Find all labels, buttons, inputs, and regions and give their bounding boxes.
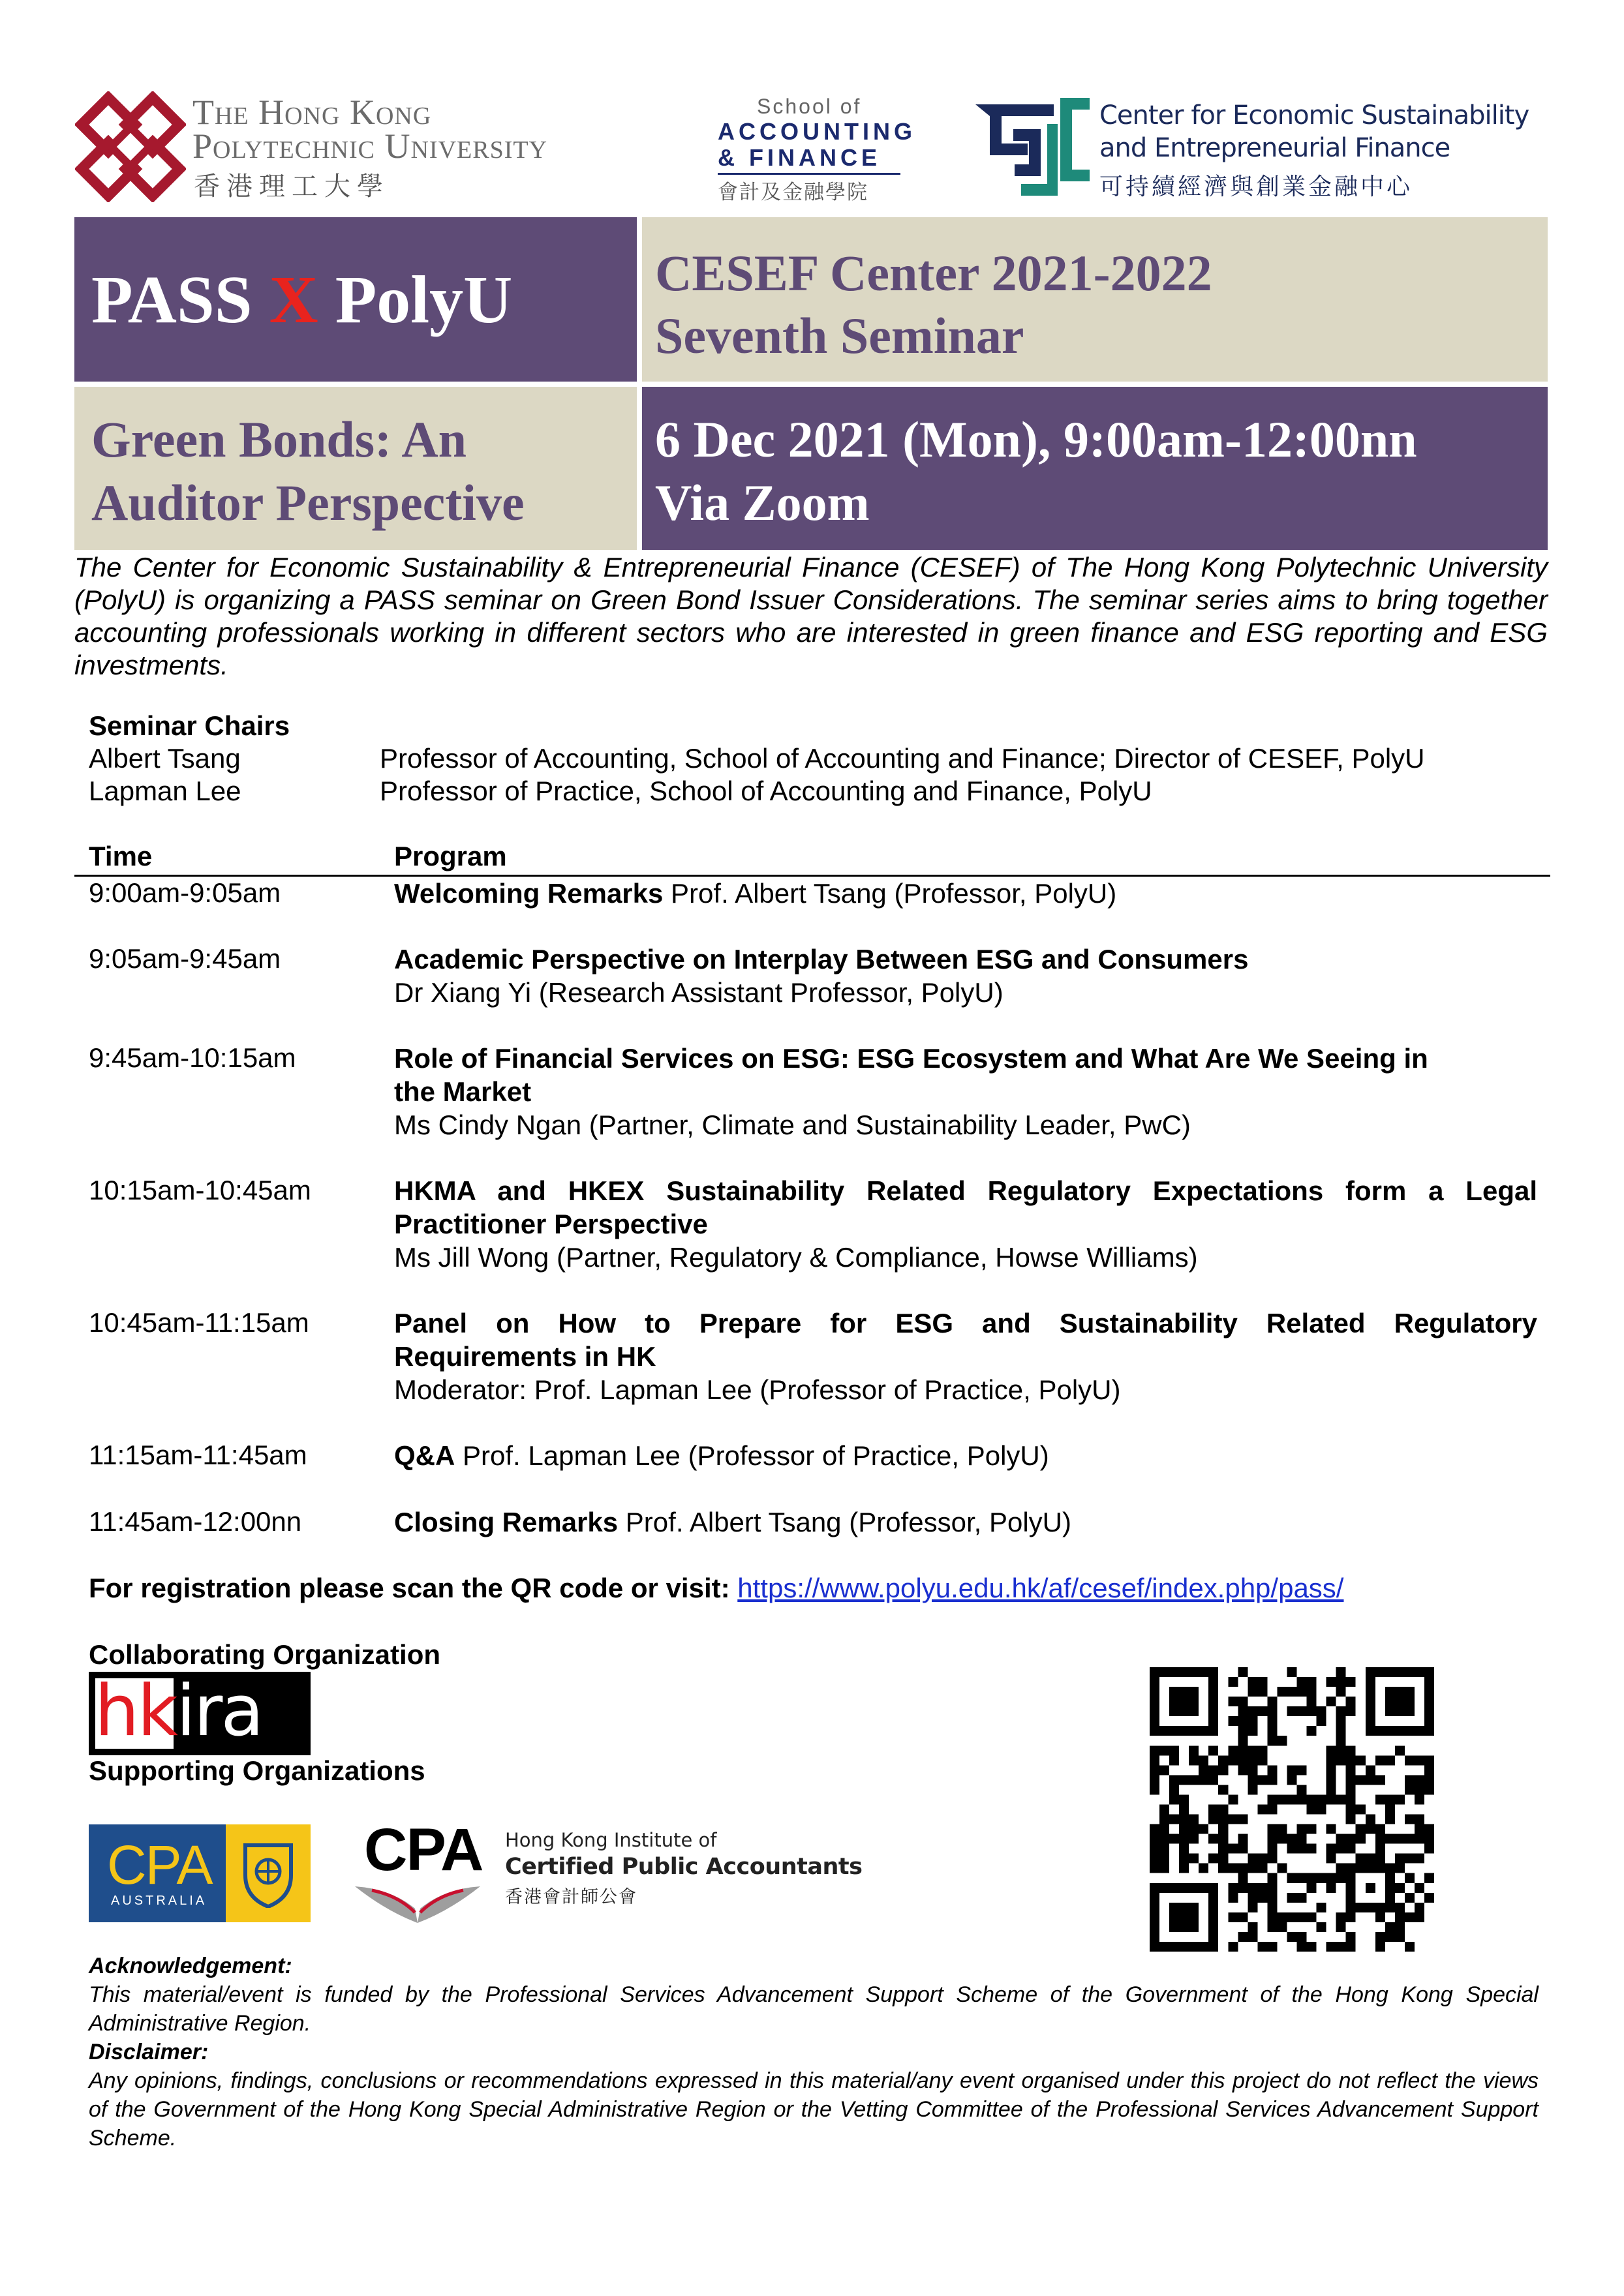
polyu-name-cn: 香港理工大學 xyxy=(194,172,390,202)
venue: Via Zoom xyxy=(655,474,870,531)
cesef-name-line1: Center for Economic Sustainability xyxy=(1099,100,1529,130)
row-title: Academic Perspective on Interplay Between ESG and Consumers xyxy=(394,944,1249,974)
row-speaker: Ms Jill Wong (Partner, Regulatory & Compliance, Howse Williams) xyxy=(394,1242,1198,1273)
center-seminar-banner xyxy=(642,217,1548,382)
pass-polyu-banner xyxy=(74,217,637,382)
row-title-cont: Practitioner Perspective xyxy=(394,1209,708,1239)
registration-label: For registration please scan the QR code or visit: xyxy=(89,1573,738,1603)
registration-line xyxy=(89,1572,1343,1605)
row-title: Closing Remarks xyxy=(394,1507,619,1537)
polyu-name-line1: The Hong Kong xyxy=(192,93,432,132)
row-speaker: Prof. Lapman Lee (Professor of Practice, PolyU) xyxy=(455,1440,1049,1471)
row-time: 9:00am-9:05am xyxy=(89,877,281,908)
row-speaker: Moderator: Prof. Lapman Lee (Professor of Practice, PolyU) xyxy=(394,1374,1121,1405)
row-speaker: Prof. Albert Tsang (Professor, PolyU) xyxy=(618,1507,1071,1537)
row-title: Role of Financial Services on ESG: ESG Ecosystem and What Are We Seeing in xyxy=(394,1043,1428,1074)
chair-title: Professor of Accounting, School of Accounting and Finance; Director of CESEF, PolyU xyxy=(380,743,1425,774)
hkicpa-line2: Certified Public Accountants xyxy=(505,1854,863,1880)
topic-line2: Auditor Perspective xyxy=(91,474,525,531)
table-row xyxy=(394,877,1116,910)
row-title: HKMA and HKEX Sustainability Related Regulatory Expectations form a Legal xyxy=(394,1175,1537,1206)
acknowledgement-heading: Acknowledgement: xyxy=(89,1954,292,1978)
table-row xyxy=(394,1439,1049,1472)
qr-code-icon[interactable] xyxy=(1150,1667,1434,1952)
table-row xyxy=(394,1505,1071,1539)
hkicpa-cn: 香港會計師公會 xyxy=(505,1887,637,1907)
topic-banner xyxy=(74,387,637,550)
col-program-header: Program xyxy=(394,841,507,871)
seminar-number: Seventh Seminar xyxy=(655,307,1024,364)
disclaimer-text: Any opinions, findings, conclusions or recommendations expressed in this material/any event organised under this project do not reflect the views of the Government of the Hong Kong Special Administrative Region or the Vetting Committee of the Professional Services Advancement Support Scheme. xyxy=(89,2068,1539,2151)
pass-x: X xyxy=(269,262,318,337)
row-speaker: Dr Xiang Yi (Research Assistant Professor, PolyU) xyxy=(394,977,1004,1008)
hkicpa-logo xyxy=(352,1817,874,1931)
row-time: 11:45am-12:00nn xyxy=(89,1506,302,1537)
registration-link[interactable]: https://www.polyu.edu.hk/af/cesef/index.php/pass/ xyxy=(737,1573,1344,1603)
acknowledgement-text: This material/event is funded by the Professional Services Advancement Support Scheme of the Government of the Hong Kong Special Administrative Region. xyxy=(89,1982,1539,2036)
chair-name: Albert Tsang xyxy=(89,743,241,774)
cesef-logo xyxy=(975,98,1563,202)
row-time: 9:45am-10:15am xyxy=(89,1042,296,1073)
row-title: Q&A xyxy=(394,1440,455,1471)
row-time: 11:15am-11:45am xyxy=(89,1440,307,1470)
row-speaker: Ms Cindy Ngan (Partner, Climate and Sustainability Leader, PwC) xyxy=(394,1110,1191,1140)
saf-line3: & FINANCE xyxy=(718,144,881,171)
polyu-text: PolyU xyxy=(318,262,513,337)
topic-line1: Green Bonds: An xyxy=(91,411,467,468)
row-title-cont: the Market xyxy=(394,1076,532,1107)
row-time: 10:15am-10:45am xyxy=(89,1175,311,1205)
chairs-heading: Seminar Chairs xyxy=(89,710,290,741)
saf-cn: 會計及金融學院 xyxy=(718,181,868,204)
hkira-logo: hkira xyxy=(89,1672,311,1755)
intro-paragraph: The Center for Economic Sustainability & Entrepreneurial Finance (CESEF) of The Hong Kong Polytechnic University (PolyU) is organizing a PASS seminar on Green Bond Issuer Considerations. The seminar series aims to bring together accounting professionals working in different sectors who are interested in green finance and ESG reporting and ESG investments. xyxy=(74,552,1548,680)
chair-name: Lapman Lee xyxy=(89,776,241,806)
date-banner xyxy=(642,387,1548,550)
row-title-cont: Requirements in HK xyxy=(394,1341,656,1372)
pass-text: PASS xyxy=(91,262,269,337)
cpa-au-sub: AUSTRALIA xyxy=(111,1894,207,1908)
row-speaker: Prof. Albert Tsang (Professor, PolyU) xyxy=(663,878,1117,909)
saf-logo xyxy=(718,95,916,205)
saf-line1: School of xyxy=(757,95,862,118)
hkicpa-logo-text: CPA xyxy=(364,1817,483,1883)
polyu-logo-icon xyxy=(75,91,186,202)
cesef-logo-icon xyxy=(975,98,1093,196)
center-title: CESEF Center 2021-2022 xyxy=(655,245,1212,301)
col-time-header: Time xyxy=(89,841,153,871)
disclaimer-heading: Disclaimer: xyxy=(89,2040,209,2064)
row-title: Panel on How to Prepare for ESG and Sustainability Related Regulatory xyxy=(394,1308,1537,1338)
polyu-name-line2: Polytechnic University xyxy=(192,127,548,166)
collaborating-heading: Collaborating Organization xyxy=(89,1639,441,1670)
cpa-au-logo-text: CPA xyxy=(107,1834,212,1896)
supporting-heading: Supporting Organizations xyxy=(89,1755,425,1786)
hkicpa-line1: Hong Kong Institute of xyxy=(505,1829,717,1851)
chair-title: Professor of Practice, School of Accounting and Finance, PolyU xyxy=(380,776,1152,806)
hkicpa-wings-icon xyxy=(352,1882,483,1928)
cpa-australia-logo xyxy=(89,1824,311,1922)
cesef-name-cn: 可持續經濟與創業金融中心 xyxy=(1099,174,1413,200)
row-time: 10:45am-11:15am xyxy=(89,1307,309,1338)
saf-divider xyxy=(718,173,900,175)
cesef-name-line2: and Entrepreneurial Finance xyxy=(1099,133,1450,163)
saf-line2: ACCOUNTING xyxy=(718,118,916,145)
row-title: Welcoming Remarks xyxy=(394,878,664,909)
polyu-logo xyxy=(75,91,649,202)
date-time: 6 Dec 2021 (Mon), 9:00am-12:00nn xyxy=(655,411,1417,468)
row-time: 9:05am-9:45am xyxy=(89,943,281,974)
cpa-au-crest-icon xyxy=(240,1839,296,1908)
